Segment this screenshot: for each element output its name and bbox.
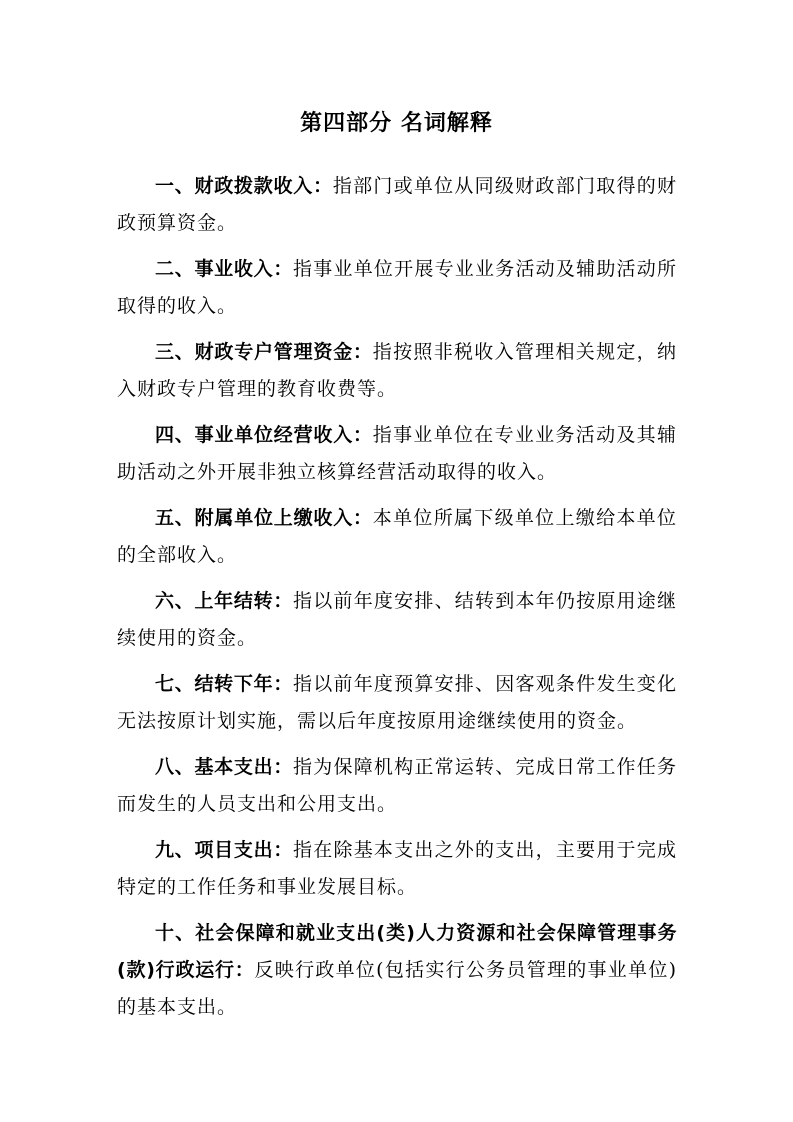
definition-item	[117, 417, 677, 491]
definition-text: 指事业单位开展专业业务活动及辅助活动所取得的收入。	[117, 258, 677, 317]
definition-item	[117, 749, 677, 823]
definition-item	[117, 168, 677, 242]
definition-text: 反映行政单位(包括实行公务员管理的事业单位)的基本支出。	[117, 959, 678, 1018]
definition-term: 十、社会保障和就业支出(类)人力资源和社会保障管理事务(款)行政运行：	[117, 922, 677, 981]
definition-text: 指按照非税收入管理相关规定，纳入财政专户管理的教育收费等。	[117, 341, 677, 400]
definition-term: 一、财政拨款收入：	[155, 175, 333, 197]
definition-item	[117, 915, 677, 1026]
definition-term: 八、基本支出：	[155, 756, 294, 778]
definition-text: 本单位所属下级单位上缴给本单位的全部收入。	[117, 507, 677, 566]
definition-item	[117, 500, 677, 574]
definition-text: 指以前年度安排、结转到本年仍按原用途继续使用的资金。	[117, 590, 677, 649]
definition-item	[117, 832, 677, 906]
definition-term: 二、事业收入：	[155, 258, 294, 280]
definition-list	[117, 168, 677, 1035]
definition-term: 六、上年结转：	[155, 590, 294, 612]
definition-text: 指为保障机构正常运转、完成日常工作任务而发生的人员支出和公用支出。	[117, 756, 677, 815]
definition-term: 九、项目支出：	[155, 839, 294, 861]
definition-text: 指在除基本支出之外的支出，主要用于完成特定的工作任务和事业发展目标。	[117, 839, 677, 898]
definition-text: 指部门或单位从同级财政部门取得的财政预算资金。	[117, 175, 677, 234]
definition-text: 指以前年度预算安排、因客观条件发生变化无法按原计划实施，需以后年度按原用途继续使用的资金。	[117, 673, 677, 732]
definition-term: 三、财政专户管理资金：	[155, 341, 373, 363]
definition-term: 七、结转下年：	[155, 673, 294, 695]
definition-term: 五、附属单位上缴收入：	[155, 507, 373, 529]
definition-item	[117, 583, 677, 657]
definition-term: 四、事业单位经营收入：	[155, 424, 373, 446]
page-title: 第四部分 名词解释	[300, 111, 493, 136]
definition-item	[117, 666, 677, 740]
definition-text: 指事业单位在专业业务活动及其辅助活动之外开展非独立核算经营活动取得的收入。	[117, 424, 677, 483]
definition-item	[117, 251, 677, 325]
definition-item	[117, 334, 677, 408]
